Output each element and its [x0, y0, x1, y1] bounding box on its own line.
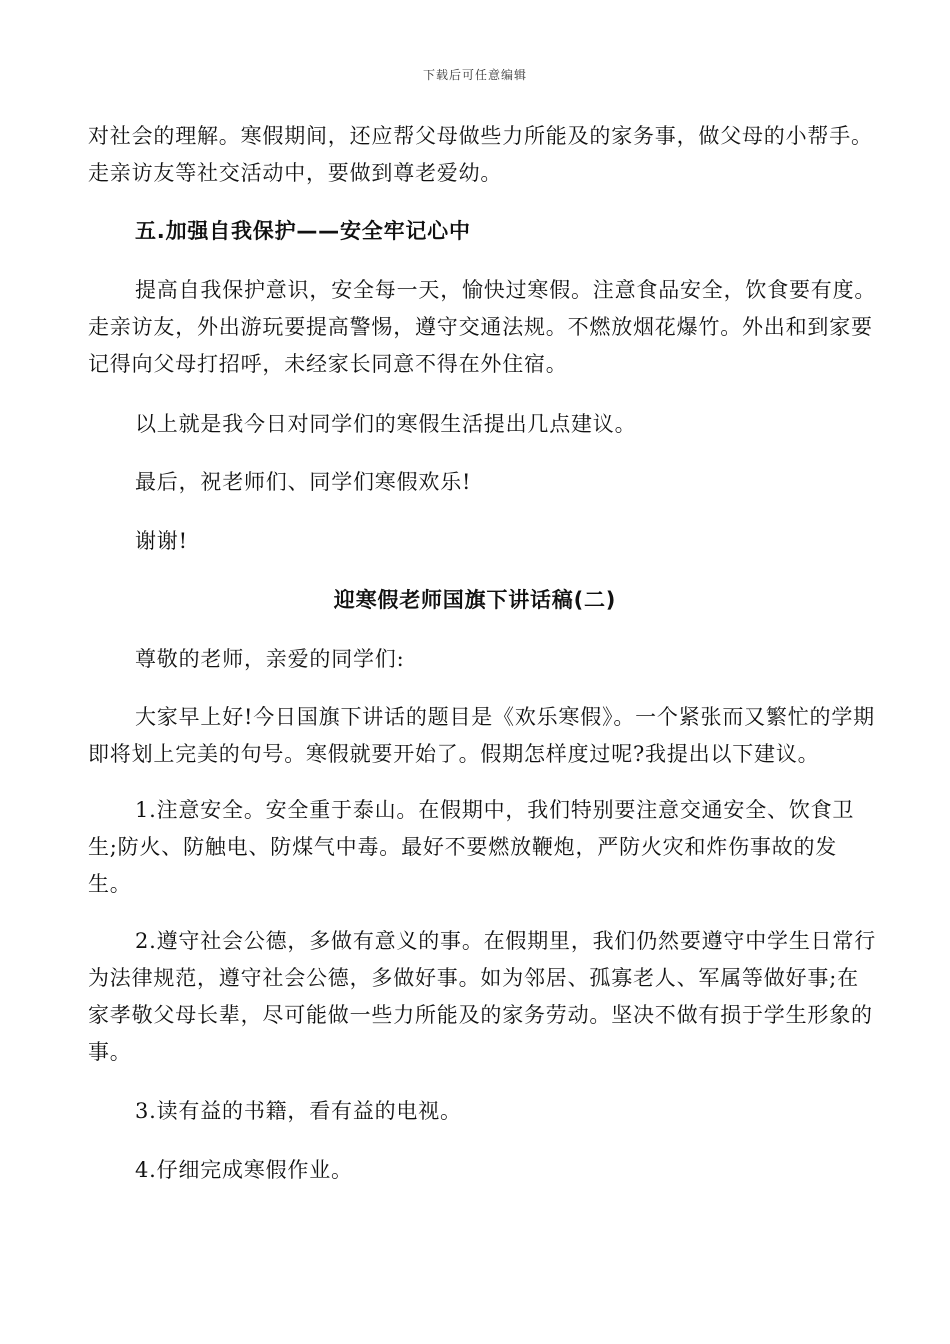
list-item-2: 2.遵守社会公德，多做有意义的事。在假期里，我们仍然要遵守中学生日常行为法律规范，遵守社会公德，多做好事。如为邻居、孤寡老人、军属等做好事;在家孝敬父母长辈，尽可能做一些力所能及的家务劳动。坚决不做有损于学生形象的事。: [88, 929, 877, 1064]
paragraph-intro: 大家早上好!今日国旗下讲话的题目是《欢乐寒假》。一个紧张而又繁忙的学期即将划上完美的句号。寒假就要开始了。假期怎样度过呢?我提出以下建议。: [88, 705, 875, 766]
list-item-4: 4.仔细完成寒假作业。: [135, 1158, 353, 1182]
paragraph-thanks: 谢谢!: [135, 529, 188, 553]
section-heading-5: 五.加强自我保护——安全牢记心中: [135, 219, 471, 243]
paragraph-self-protection: 提高自我保护意识，安全每一天，愉快过寒假。注意食品安全，饮食要有度。走亲访友，外出游玩要提高警惕，遵守交通法规。不燃放烟花爆竹。外出和到家要记得向父母打招呼，未经家长同意不得在外住宿。: [88, 278, 877, 376]
page-header-note: 下载后可任意编辑: [422, 68, 527, 82]
list-item-1: 1.注意安全。安全重于泰山。在假期中，我们特别要注意交通安全、饮食卫生;防火、防触电、防煤气中毒。最好不要燃放鞭炮，严防火灾和炸伤事故的发生。: [88, 798, 855, 896]
paragraph-salutation: 尊敬的老师，亲爱的同学们:: [135, 647, 405, 671]
paragraph-summary: 以上就是我今日对同学们的寒假生活提出几点建议。: [135, 412, 637, 436]
paragraph-continuation: 对社会的理解。寒假期间，还应帮父母做些力所能及的家务事，做父母的小帮手。走亲访友等社交活动中，要做到尊老爱幼。: [88, 124, 873, 185]
speech-title-2: 迎寒假老师国旗下讲话稿(二): [333, 588, 617, 612]
list-item-3: 3.读有益的书籍，看有益的电视。: [135, 1099, 462, 1123]
paragraph-wishes: 最后，祝老师们、同学们寒假欢乐!: [135, 470, 472, 494]
